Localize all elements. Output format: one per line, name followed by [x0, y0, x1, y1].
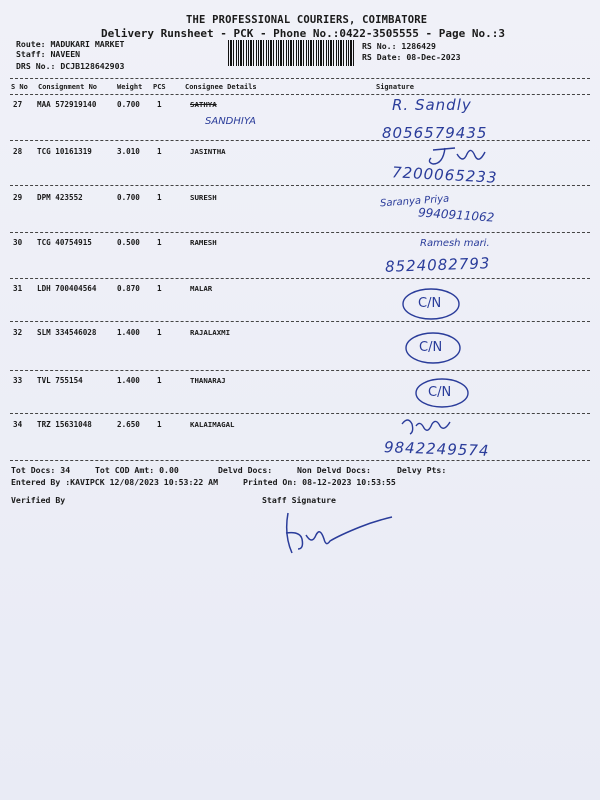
- total-cod-amount: Tot COD Amt: 0.00: [95, 465, 179, 475]
- handwritten-mark: C/N: [428, 385, 452, 400]
- company-name: THE PROFESSIONAL COURIERS, COIMBATORE: [186, 14, 428, 26]
- col-weight: Weight: [117, 83, 143, 91]
- row-divider: [10, 321, 590, 322]
- handwritten-phone: 9940911062: [417, 205, 495, 225]
- row-divider: [10, 140, 590, 141]
- row-sno: 33: [13, 376, 23, 385]
- row-consignment: TRZ 15631048: [37, 420, 92, 429]
- drs-number: DRS No.: DCJB128642903: [16, 61, 125, 71]
- handwritten-mark: C/N: [419, 340, 443, 355]
- row-consignee: MALAR: [190, 284, 213, 293]
- row-consignment: TVL 755154: [37, 376, 83, 385]
- delivery-points: Delvy Pts:: [397, 465, 447, 475]
- handwritten-phone: 9842249574: [383, 438, 490, 460]
- barcode: [228, 40, 354, 66]
- verified-by-label: Verified By: [11, 495, 66, 505]
- row-divider: [10, 278, 590, 279]
- row-consignment: DPM 423552: [37, 193, 83, 202]
- row-consignee: RAJALAXMI: [190, 328, 231, 337]
- handwritten-signature: Ramesh mari.: [420, 238, 490, 249]
- staff-signature-scribble: [280, 505, 400, 565]
- handwritten-signature: R. Sandly: [392, 96, 472, 114]
- row-consignment: MAA 572919140: [37, 100, 97, 109]
- row-sno: 32: [13, 328, 23, 337]
- col-signature: Signature: [376, 83, 414, 91]
- route-label: Route: MADUKARI MARKET: [16, 39, 125, 49]
- row-weight: 0.870: [117, 284, 140, 293]
- row-pcs: 1: [157, 376, 162, 385]
- row-pcs: 1: [157, 147, 162, 156]
- row-consignment: SLM 334546028: [37, 328, 97, 337]
- row-divider: [10, 232, 590, 233]
- row-consignment: TCG 40754915: [37, 238, 92, 247]
- row-consignment: LDH 700404564: [37, 284, 97, 293]
- row-sno: 29: [13, 193, 23, 202]
- row-consignee: JASINTHA: [190, 147, 226, 156]
- row-weight: 1.400: [117, 328, 140, 337]
- col-sno: S No: [11, 83, 28, 91]
- row-consignment: TCG 10161319: [37, 147, 92, 156]
- handwritten-phone: 8524082793: [384, 254, 491, 276]
- row-pcs: 1: [157, 238, 162, 247]
- row-weight: 0.700: [117, 193, 140, 202]
- row-sno: 28: [13, 147, 23, 156]
- row-pcs: 1: [157, 284, 162, 293]
- row-sno: 30: [13, 238, 23, 247]
- row-pcs: 1: [157, 193, 162, 202]
- entered-by: Entered By :KAVIPCK 12/08/2023 10:53:22 AM: [11, 477, 219, 487]
- row-divider: [10, 413, 590, 414]
- row-divider: [10, 185, 590, 186]
- non-delivered-docs: Non Delvd Docs:: [297, 465, 371, 475]
- row-consignee: SATHYA: [190, 100, 217, 109]
- row-consignee: KALAIMAGAL: [190, 420, 235, 429]
- row-consignee: RAMESH: [190, 238, 217, 247]
- col-consignee: Consignee Details: [185, 83, 257, 91]
- row-pcs: 1: [157, 100, 162, 109]
- row-pcs: 1: [157, 328, 162, 337]
- row-pcs: 1: [157, 420, 162, 429]
- row-sno: 27: [13, 100, 23, 109]
- col-pcs: PCS: [153, 83, 166, 91]
- handwritten-mark: C/N: [418, 296, 442, 311]
- staff-label: Staff: NAVEEN: [16, 49, 81, 59]
- row-weight: 3.010: [117, 147, 140, 156]
- signature-scribble: [398, 414, 458, 440]
- delivered-docs: Delvd Docs:: [218, 465, 273, 475]
- row-sno: 31: [13, 284, 23, 293]
- total-docs: Tot Docs: 34: [11, 465, 71, 475]
- row-weight: 1.400: [117, 376, 140, 385]
- row-weight: 0.500: [117, 238, 140, 247]
- row-divider: [10, 460, 590, 461]
- handwritten-phone: 7200065233: [391, 163, 498, 187]
- col-consignment: Consignment No: [38, 83, 98, 91]
- staff-signature-label: Staff Signature: [262, 495, 336, 505]
- rs-number: RS No.: 1286429: [362, 41, 436, 51]
- row-divider: [10, 370, 590, 371]
- row-weight: 0.700: [117, 100, 140, 109]
- row-sno: 34: [13, 420, 23, 429]
- handwritten-signature: Saranya Priya: [379, 193, 450, 210]
- row-consignee: SURESH: [190, 193, 217, 202]
- runsheet-title: Delivery Runsheet - PCK - Phone No.:0422-3505555 - Page No.:3: [101, 27, 505, 40]
- header-rule-bottom: [10, 94, 590, 95]
- row-consignee: THANARAJ: [190, 376, 226, 385]
- printed-on: Printed On: 08-12-2023 10:53:55: [243, 477, 396, 487]
- row-weight: 2.650: [117, 420, 140, 429]
- handwritten-name: SANDHIYA: [205, 116, 257, 127]
- header-rule-top: [10, 78, 590, 79]
- handwritten-phone: 8056579435: [382, 124, 488, 142]
- rs-date: RS Date: 08-Dec-2023: [362, 52, 461, 62]
